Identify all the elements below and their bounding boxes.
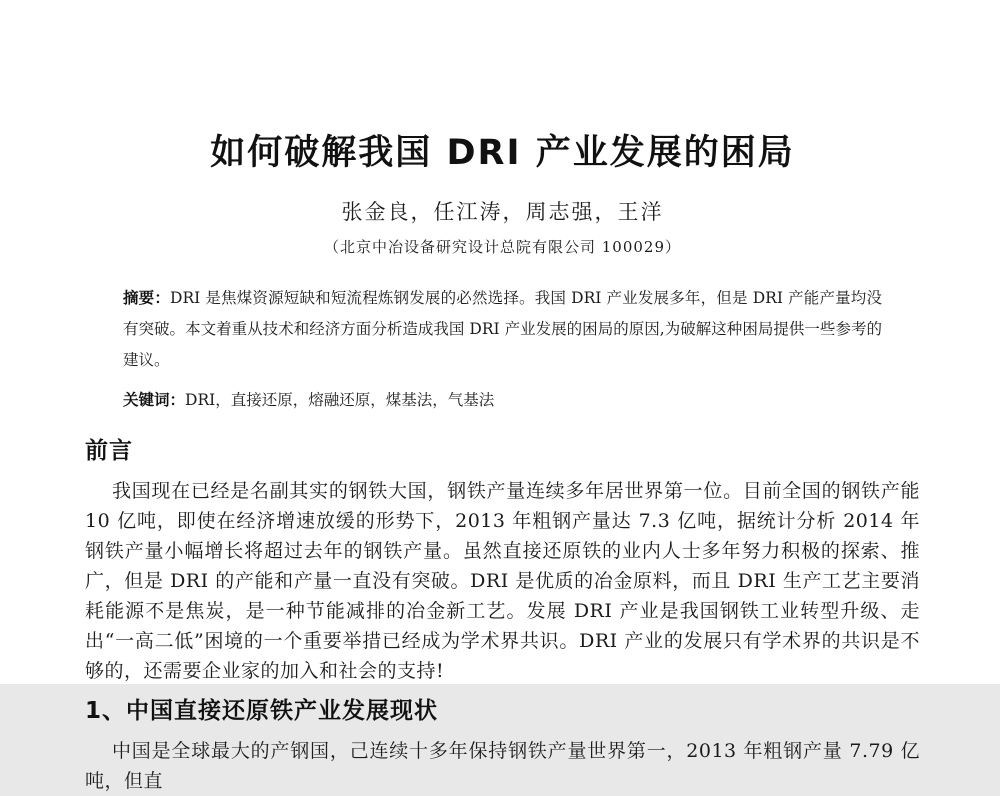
paper-affiliation: （北京中冶设备研究设计总院有限公司 100029） [323, 238, 682, 256]
keywords-label: 关键词： [123, 391, 186, 409]
section-1-paragraph: 中国是全球最大的产钢国，己连续十多年保持钢铁产量世界第一，2013 年粗钢产量 7.79 亿吨，但直 [85, 740, 920, 792]
section-heading-preface: 前言 [85, 438, 133, 464]
keywords-text: DRI，直接还原，熔融还原，煤基法，气基法 [185, 391, 495, 409]
paper-title: 如何破解我国 DRI 产业发展的困局 [210, 133, 795, 173]
paper-authors: 张金良，任江涛，周志强，王洋 [341, 200, 664, 224]
preface-paragraph: 我国现在已经是名副其实的钢铁大国，钢铁产量连续多年居世界第一位。目前全国的钢铁产能 10 亿吨，即使在经济增速放缓的形势下，2013 年粗钢产量达 7.3 亿吨，据统计分析 2014 年钢铁产量小幅增长将超过去年的钢铁产量。虽然直接还原铁的业内人士多年努力积极的探索、推广，但是 DRI 的产能和产量一直没有突破。DRI 是优质的冶金原料，而且 DRI 生产工艺主要消耗能源不是焦炭，是一种节能减排的冶金新工艺。发展 DRI 产业是我国钢铁工业转型升级、走出“一高二低”困境的一个重要举措已经成为学术界共识。DRI 产业的发展只有学术界的共识是不够的，还需要企业家的加入和社会的支持! [85, 480, 920, 682]
abstract-text: DRI 是焦煤资源短缺和短流程炼钢发展的必然选择。我国 DRI 产业发展多年，但是 DRI 产能产量均没有突破。本文着重从技术和经济方面分析造成我国 DRI 产业发展的困局的原因,为破解这种困局提供一些参考的建议。 [123, 289, 882, 369]
keywords-block [123, 388, 882, 412]
abstract-label: 摘要： [123, 289, 171, 307]
section-heading-1: 1、中国直接还原铁产业发展现状 [85, 698, 439, 724]
abstract-block [123, 283, 882, 376]
